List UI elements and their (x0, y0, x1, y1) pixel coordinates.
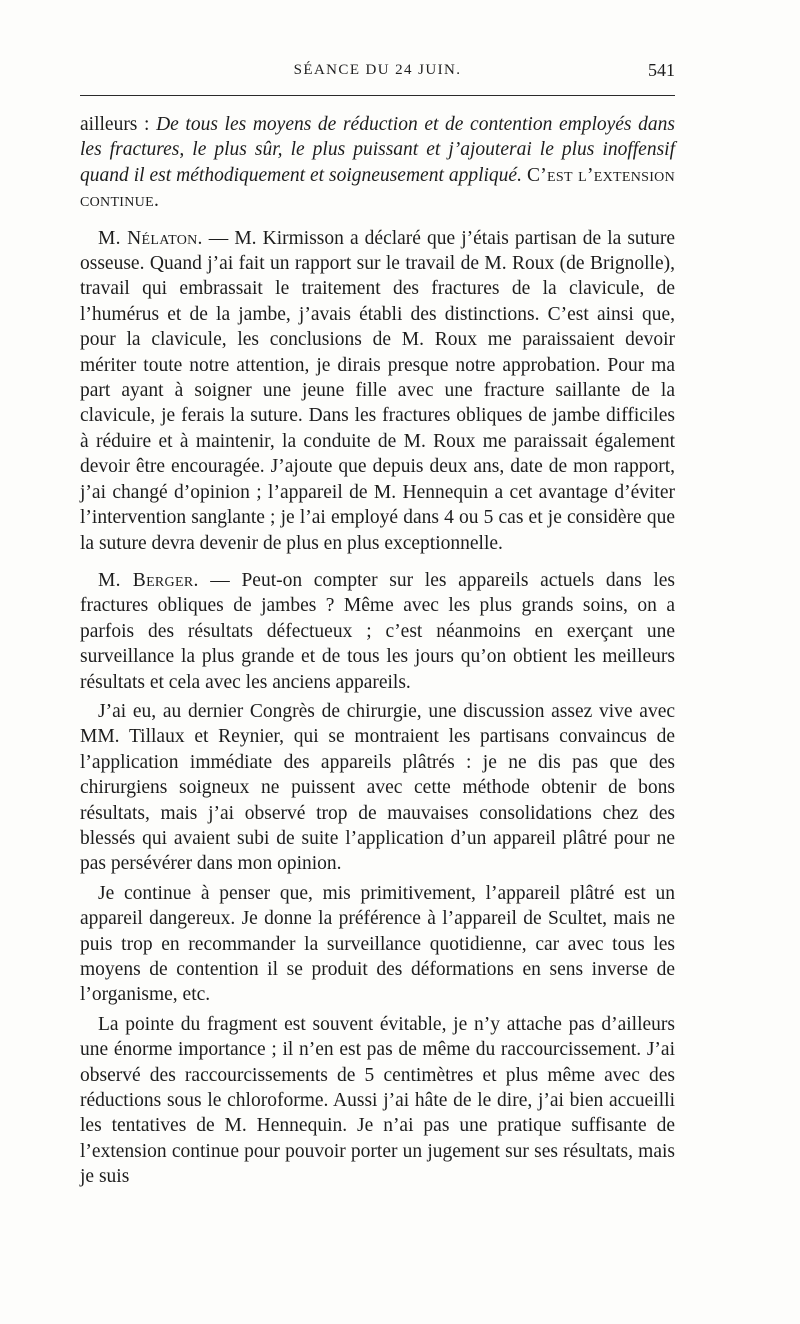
page-header (80, 60, 675, 86)
speaker-berger: M. Berger. (98, 569, 199, 591)
paragraph-nelaton (80, 226, 675, 556)
header-rule (80, 95, 675, 96)
paragraph-continuation (80, 112, 675, 214)
continuation-lead: ailleurs : (80, 114, 157, 135)
running-head: SÉANCE DU 24 JUIN. (293, 62, 462, 78)
small-caps-conclusion: C’est l’extension continue. (80, 164, 675, 212)
paragraph-nelaton-text: — M. Kirmisson a déclaré que j’étais partisan de la suture osseuse. Quand j’ai fait un rapport sur le travail de M. Roux (de Brignolle), travail qui embrassait le traitement des fractures de la clavicule, de l’humérus et de la jambe, j’avais établi des distinctions. C’est ainsi que, pour la clavicule, les conclusions de M. Roux me paraissaient devoir mériter toute notre attention, je dirais presque notre approbation. Pour ma part ayant à soigner une jeune fille avec une fracture saillante de la clavicule, je ferais la suture. Dans les fractures obliques de jambe difficiles à réduire et à maintenir, la conduite de M. Roux me paraissait également devoir être encouragée. J’ajoute que depuis deux ans, date de mon rapport, j’ai changé d’opinion ; l’appareil de M. Hennequin a cet avantage d’éviter l’intervention sanglante ; je l’ai employé dans 4 ou 5 cas et je considère que la suture devra devenir de plus en plus exceptionnelle. (80, 227, 675, 554)
paragraph-congres: J’ai eu, au dernier Congrès de chirurgie, une discussion assez vive avec MM. Tillaux et Reynier, qui se montraient les partisans convaincus de l’application immédiate des appareils plâtrés : je ne dis pas que des chirurgiens soigneux ne puissent avec cette méthode obtenir de bons résultats, mais j’ai observé trop de mauvaises consolidations chez des blessés qui avaient subi de suite l’application d’un appareil plâtré pour ne pas persévérer dans mon opinion. (80, 700, 675, 875)
paragraph-berger-text: — Peut-on compter sur les appareils actuels dans les fractures obliques de jambes ? Même avec les plus grands soins, on a parfois des résultats défectueux ; c’est néanmoins en exerçant une surveillance la plus grande et de tous les jours qu’on obtient les meilleurs résultats et cela avec les anciens appareils. (80, 569, 675, 693)
speaker-nelaton: M. Nélaton. (98, 227, 203, 249)
body-text (80, 112, 675, 1190)
italic-quote: De tous les moyens de réduction et de contention employés dans les fractures, le plus sûr, le plus puissant et j’ajouterai le plus inoffensif quand il est méthodiquement et soigneusement appliqué. (80, 114, 675, 186)
paragraph-raccourcissement: La pointe du fragment est souvent évitable, je n’y attache pas d’ailleurs une énorme importance ; il n’en est pas de même du raccourcissement. J’ai observé des raccourcissements de 5 centimètres et plus même avec des réductions sous le chloroforme. Aussi j’ai hâte de le dire, j’ai bien accueilli les tentatives de M. Hennequin. Je n’ai pas une pratique suffisante de l’extension continue pour pouvoir porter un jugement sur ses résultats, mais je suis (80, 1013, 675, 1188)
paragraph-appareil-platre: Je continue à penser que, mis primitivement, l’appareil plâtré est un appareil dangereux. Je donne la préférence à l’appareil de Scultet, mais ne puis trop en recommander la surveillance quotidienne, car avec tous les moyens de contention il se produit des déformations en sens inverse de l’organisme, etc. (80, 882, 675, 1006)
page-number: 541 (648, 60, 675, 80)
paragraph-berger (80, 568, 675, 695)
